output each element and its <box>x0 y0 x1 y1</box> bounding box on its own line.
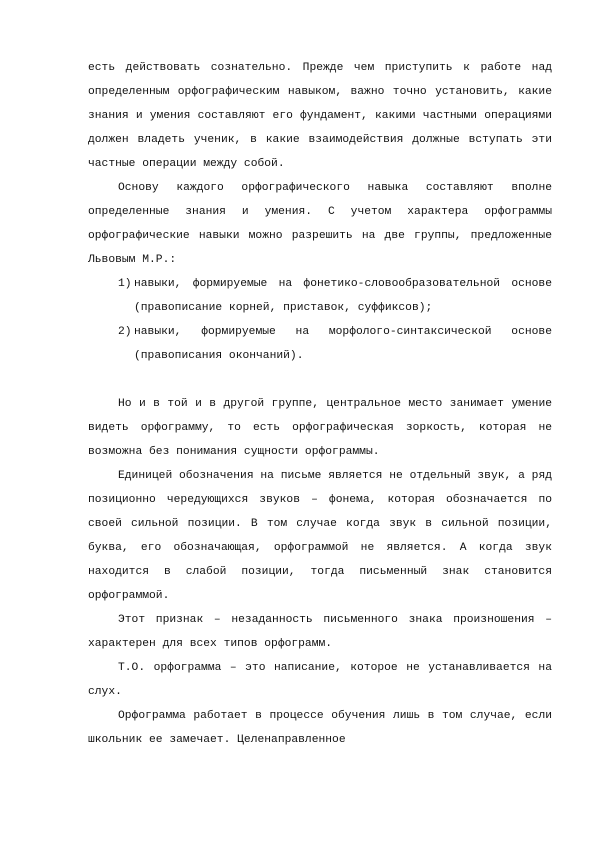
paragraph: Но и в той и в другой группе, центральное место занимает умение видеть орфограмму, то есть орфографическая зоркость, которая не возможна без понимания сущности орфограммы. <box>88 398 552 458</box>
paragraph: есть действовать сознательно. Прежде чем приступить к работе над определенным орфографическим навыком, важно точно установить, какие знания и умения составляют его фундамент, какими частными операциями должен владеть ученик, в какие взаимодействия должные вступать эти частные операции между собой. <box>88 62 552 170</box>
list-number: 2) <box>118 326 132 338</box>
list-item-text: навыки, формируемые на фонетико-словообразовательной основе (правописание корней, приставок, суффиксов); <box>134 278 552 314</box>
list-item <box>88 320 552 368</box>
blank-line <box>88 368 552 392</box>
list-item <box>88 272 552 320</box>
list-number: 1) <box>118 278 132 290</box>
paragraph: Орфограмма работает в процессе обучения лишь в том случае, если школьник ее замечает. Целенаправленное <box>88 710 552 746</box>
list-item-text: навыки, формируемые на морфолого-синтаксической основе (правописания окончаний). <box>134 326 552 362</box>
paragraph: Основу каждого орфографического навыка составляют вполне определенные знания и умения. С учетом характера орфограммы орфографические навыки можно разрешить на две группы, предложенные Львовым М.Р.: <box>88 182 552 266</box>
paragraph: Этот признак – незаданность письменного знака произношения – характерен для всех типов орфограмм. <box>88 614 552 650</box>
numbered-list <box>88 272 552 368</box>
paragraph: Т.О. орфограмма – это написание, которое не устанавливается на слух. <box>88 662 552 698</box>
paragraph: Единицей обозначения на письме является не отдельный звук, а ряд позиционно чередующихся звуков – фонема, которая обозначается по своей сильной позиции. В том случае когда звук в сильной позиции, буква, его обозначающая, орфограммой не является. А когда звук находится в слабой позиции, тогда письменный знак становится орфограммой. <box>88 470 552 602</box>
document-body <box>88 56 552 752</box>
